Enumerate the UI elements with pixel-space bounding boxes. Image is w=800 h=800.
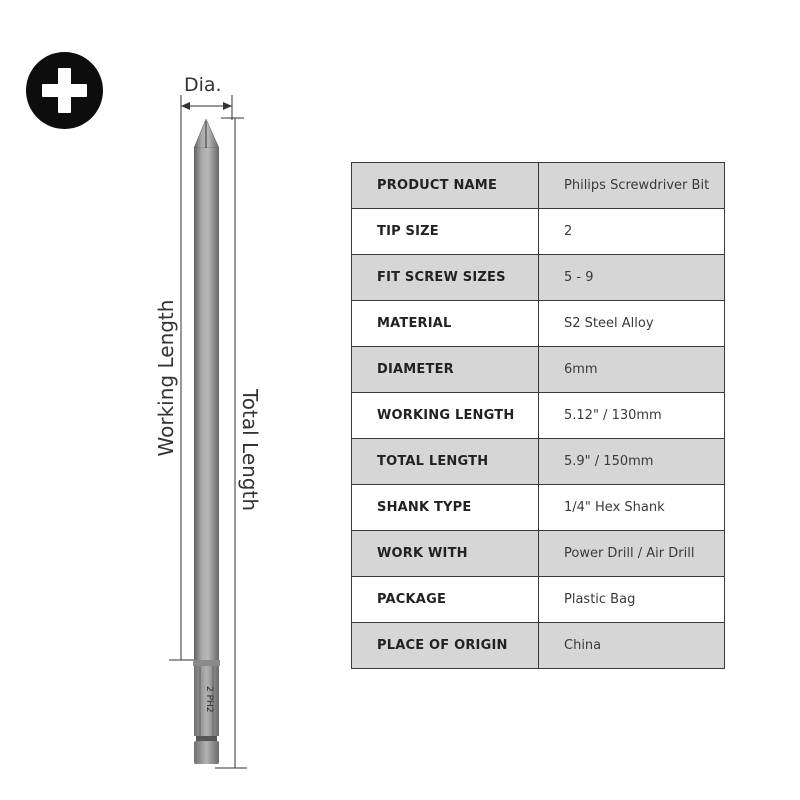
spec-row (352, 393, 725, 439)
spec-row (352, 485, 725, 531)
working-length-label: Working Length (154, 299, 178, 457)
spec-label: WORK WITH (352, 531, 539, 577)
spec-label: SHANK TYPE (352, 485, 539, 531)
screwdriver-bit (193, 119, 220, 764)
spec-row (352, 623, 725, 669)
spec-label: WORKING LENGTH (352, 393, 539, 439)
spec-value: 5.12" / 130mm (539, 393, 725, 439)
spec-value: Plastic Bag (539, 577, 725, 623)
spec-row (352, 439, 725, 485)
diameter-label: Dia. (184, 74, 222, 96)
spec-label: FIT SCREW SIZES (352, 255, 539, 301)
spec-value: 1/4" Hex Shank (539, 485, 725, 531)
spec-row (352, 255, 725, 301)
spec-value: 2 (539, 209, 725, 255)
spec-row (352, 209, 725, 255)
spec-label: TIP SIZE (352, 209, 539, 255)
spec-table (351, 162, 725, 669)
spec-value: Power Drill / Air Drill (539, 531, 725, 577)
shank-marking: 2 PH2 (204, 686, 214, 713)
spec-value: 5 - 9 (539, 255, 725, 301)
spec-value: China (539, 623, 725, 669)
spec-value: 5.9" / 150mm (539, 439, 725, 485)
spec-label: TOTAL LENGTH (352, 439, 539, 485)
spec-label: PLACE OF ORIGIN (352, 623, 539, 669)
spec-row (352, 577, 725, 623)
spec-row (352, 531, 725, 577)
spec-value: 6mm (539, 347, 725, 393)
spec-label: MATERIAL (352, 301, 539, 347)
spec-value: S2 Steel Alloy (539, 301, 725, 347)
total-length-label: Total Length (238, 388, 262, 512)
spec-row (352, 347, 725, 393)
spec-row (352, 301, 725, 347)
spec-label: PRODUCT NAME (352, 163, 539, 209)
spec-value: Philips Screwdriver Bit (539, 163, 725, 209)
spec-label: DIAMETER (352, 347, 539, 393)
spec-label: PACKAGE (352, 577, 539, 623)
spec-row (352, 163, 725, 209)
